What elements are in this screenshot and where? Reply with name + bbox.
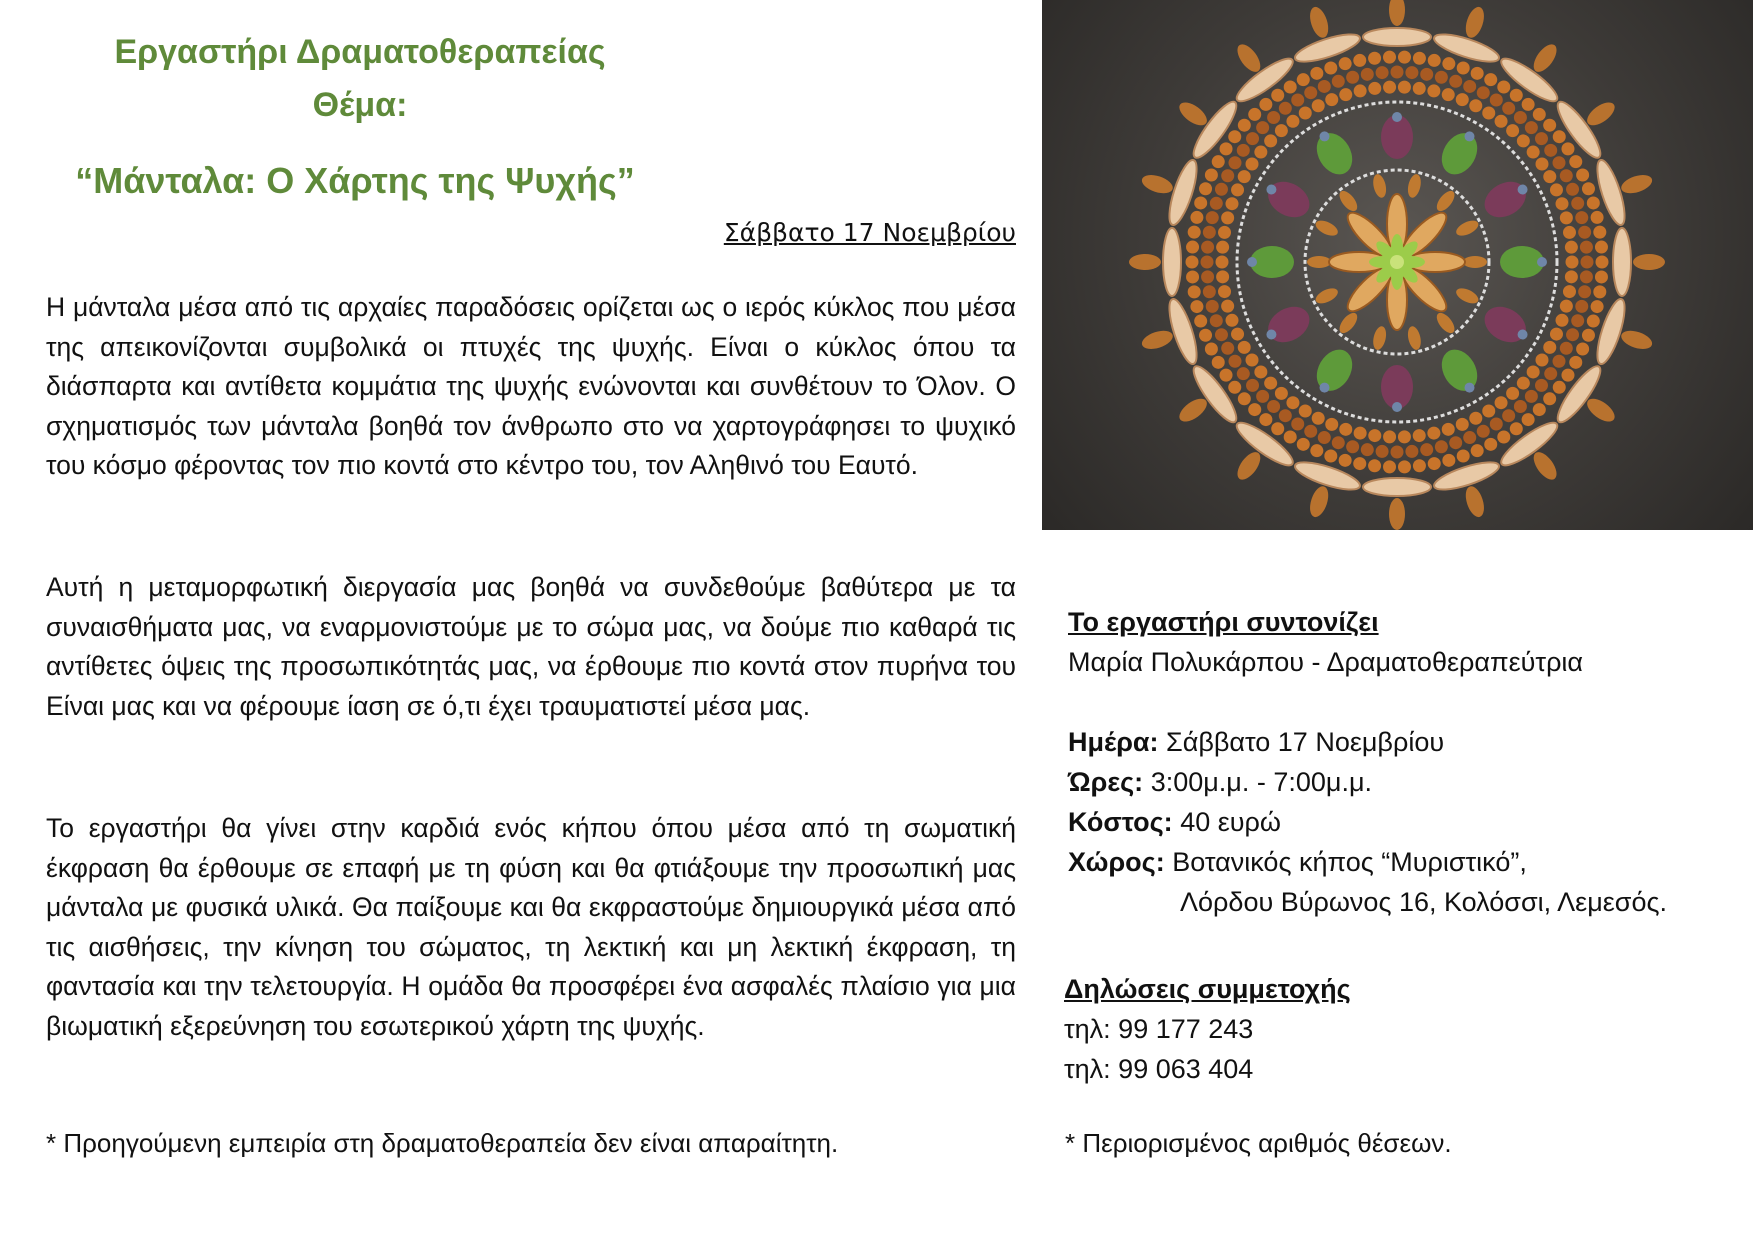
coordinator-name: Μαρία Πολυκάρπου - Δραματοθεραπεύτρια xyxy=(1068,647,1584,677)
experience-note: * Προηγούμενη εμπειρία στη δραματοθεραπεία δεν είναι απαραίτητη. xyxy=(46,1128,839,1158)
workshop-title: Εργαστήρι Δραματοθεραπείας xyxy=(114,33,606,71)
event-date: Σάββατο 17 Νοεμβρίου xyxy=(723,218,1016,247)
coordinator-section xyxy=(1068,602,1583,682)
mandala-icon xyxy=(1042,0,1753,530)
day-value: Σάββατο 17 Νοεμβρίου xyxy=(1166,727,1445,757)
process-paragraph: Αυτή η μεταμορφωτική διεργασία μας βοηθά να συνδεθούμε βαθύτερα με τα συναισθήματα μας, να εναρμονιστούμε με το σώμα μας, να δούμε πιο καθαρά τις αντίθετες όψεις της προσωπικότητάς μας, να έρθουμε πιο κοντά στον πυρήνα του Είναι μας και να φέρουμε ίαση σε ό,τι έχει τραυματιστεί μέσα μας. xyxy=(46,572,1016,721)
place-label: Χώρος: xyxy=(1068,847,1165,877)
place-line2: Λόρδου Βύρωνος 16, Κολόσσι, Λεμεσός. xyxy=(1180,887,1667,917)
place-row-2 xyxy=(1068,882,1667,922)
intro-paragraph: Η μάνταλα μέσα από τις αρχαίες παραδόσεις ορίζεται ως ο ιερός κύκλος που μέσα της απεικονίζονται συμβολικά οι πτυχές της ψυχής. Είναι ο κύκλος όπου τα διάσπαρτα και αντίθετα κομμάτια της ψυχής ενώνονται και συνθέτουν το Όλον. Ο σχηματισμός των μάνταλα βοηθά τον άνθρωπο στο να χαρτογράφησει το ψυχικό του κόσμο φέροντας τον πιο κοντά στο κέντρο του, τον Αληθινό του Εαυτό. xyxy=(46,292,1016,480)
limited-seats-note: * Περιορισμένος αριθμός θέσεων. xyxy=(1065,1128,1452,1158)
coordinator-heading: Το εργαστήρι συντονίζει xyxy=(1068,607,1379,637)
cost-label: Κόστος: xyxy=(1068,807,1173,837)
mandala-photo xyxy=(1042,0,1753,530)
phone-2: τηλ: 99 063 404 xyxy=(1064,1054,1254,1084)
place-row xyxy=(1068,842,1667,882)
registration-heading: Δηλώσεις συμμετοχής xyxy=(1064,974,1351,1004)
theme-label: Θέμα: xyxy=(312,86,408,124)
hours-label: Ώρες: xyxy=(1068,767,1144,797)
day-label: Ημέρα: xyxy=(1068,727,1159,757)
hours-row xyxy=(1068,762,1667,802)
phone-1: τηλ: 99 177 243 xyxy=(1064,1014,1254,1044)
hours-value: 3:00μ.μ. - 7:00μ.μ. xyxy=(1150,767,1373,797)
day-row xyxy=(1068,722,1667,762)
cost-row xyxy=(1068,802,1667,842)
registration-section xyxy=(1064,969,1351,1089)
place-line1: Βοτανικός κήπος “Μυριστικό”, xyxy=(1172,847,1527,877)
cost-value: 40 ευρώ xyxy=(1180,807,1281,837)
venue-paragraph: Το εργαστήρι θα γίνει στην καρδιά ενός κήπου όπου μέσα από τη σωματική έκφραση θα έρθουμε σε επαφή με τη φύση και θα φτιάξουμε την προσωπική μας μάνταλα με φυσικά υλικά. Θα παίξουμε και θα εκφραστούμε δημιουργικά μέσα από τις αισθήσεις, την κίνηση του σώματος, τη λεκτική και μη λεκτική έκφραση, τη φαντασία και την τελετουργία. Η ομάδα θα προσφέρει ένα ασφαλές πλαίσιο για μια βιωματική εξερεύνηση του εσωτερικού χάρτη της ψυχής. xyxy=(46,813,1016,1041)
event-details xyxy=(1068,722,1667,922)
theme-title: “Μάνταλα: Ο Χάρτης της Ψυχής” xyxy=(75,160,635,201)
